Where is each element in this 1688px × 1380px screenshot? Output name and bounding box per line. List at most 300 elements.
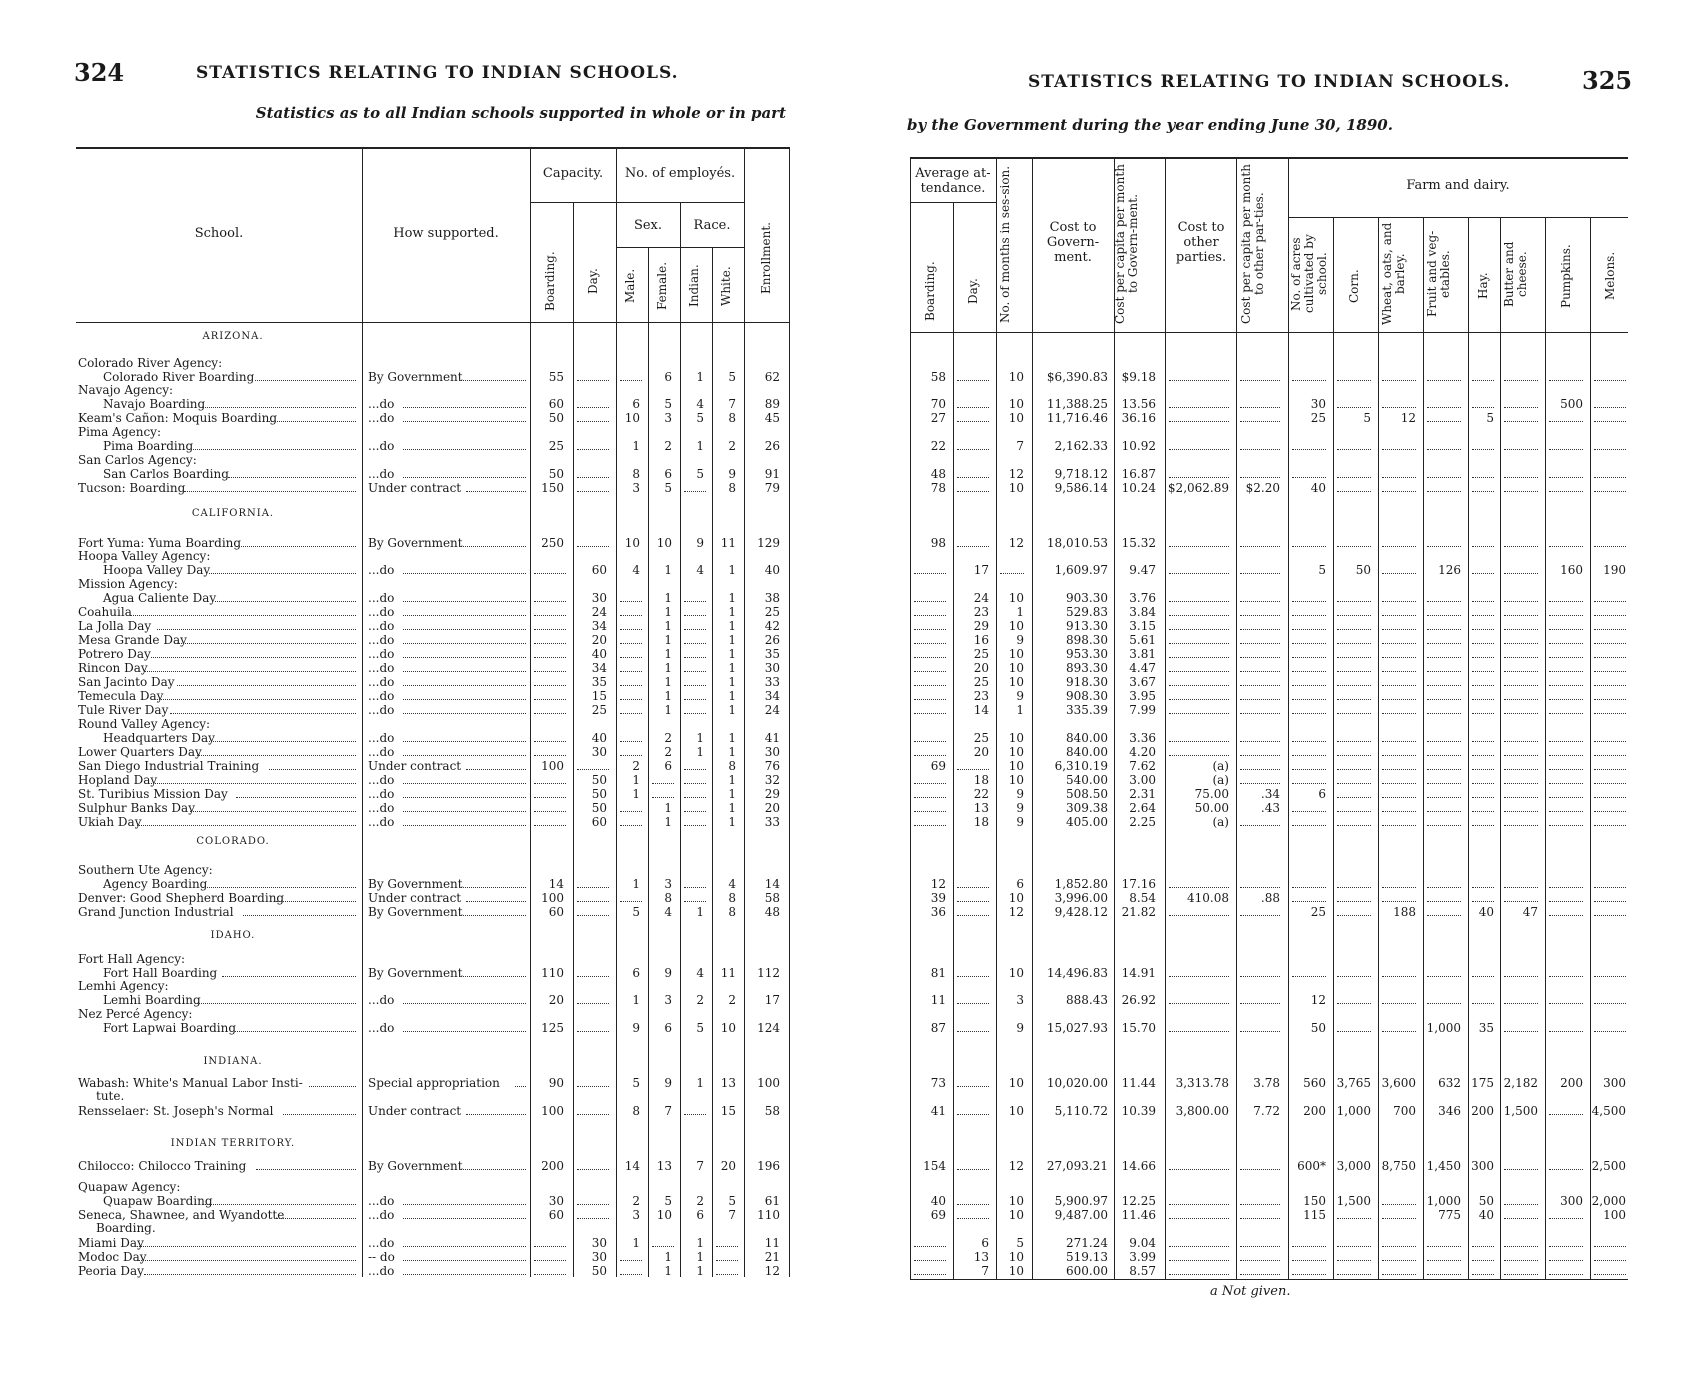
cell-cost-gov: 893.30: [1066, 661, 1108, 675]
cell-cap-other: 7.72: [1253, 1104, 1280, 1118]
dot-leader: [1240, 671, 1280, 672]
header-cap-gov: Cost per capita per month to Govern-ment.: [1113, 164, 1140, 324]
dot-leader: [620, 1274, 642, 1275]
cell-melons: 100: [1603, 1208, 1626, 1222]
cell-white: 1: [728, 675, 736, 689]
cell-male: 10: [624, 536, 640, 550]
cell-indian: 1: [696, 439, 704, 453]
cell-corn: 1,000: [1336, 1104, 1371, 1118]
cell-enroll: 79: [764, 481, 780, 495]
cell-white: 8: [728, 481, 736, 495]
dot-leader: [1240, 915, 1280, 916]
dot-leader: [1549, 657, 1583, 658]
dot-leader: [1472, 713, 1494, 714]
dot-leader: [1337, 643, 1371, 644]
dot-leader: [137, 1246, 356, 1247]
cell-melons: 300: [1603, 1076, 1626, 1090]
dot-leader: [914, 755, 946, 756]
cell-cost-gov: 903.30: [1066, 591, 1108, 605]
cell-cap-gov: 13.56: [1121, 397, 1156, 411]
school-name: San Diego Industrial Training: [78, 759, 260, 773]
dot-leader: [684, 629, 706, 630]
cell-white: 5: [728, 370, 736, 384]
dot-leader: [1472, 887, 1494, 888]
how-supported: ...do: [368, 815, 395, 829]
dot-leader: [577, 887, 609, 888]
dot-leader: [202, 1204, 356, 1205]
cell-male: 1: [632, 993, 640, 1007]
cell-male: 8: [632, 467, 640, 481]
cell-cost-gov: 335.39: [1066, 703, 1108, 717]
dot-leader: [1472, 629, 1494, 630]
dot-leader: [1594, 643, 1626, 644]
dot-leader: [1382, 901, 1416, 902]
cell-cost-gov: 309.38: [1066, 801, 1108, 815]
left-running-header: STATISTICS RELATING TO INDIAN SCHOOLS.: [196, 63, 679, 83]
dot-leader: [684, 901, 706, 902]
dot-leader: [1292, 769, 1326, 770]
dot-leader: [534, 657, 566, 658]
dot-leader: [1337, 615, 1371, 616]
school-name: Grand Junction Industrial: [78, 905, 234, 919]
dot-leader: [1337, 685, 1371, 686]
dot-leader: [1427, 915, 1461, 916]
dot-leader: [466, 1114, 526, 1115]
dot-leader: [534, 1246, 566, 1247]
cell-cap-b: 25: [548, 439, 564, 453]
dot-leader: [684, 769, 706, 770]
dot-leader: [1504, 1169, 1538, 1170]
dot-leader: [684, 811, 706, 812]
cell-indian: 5: [696, 1021, 704, 1035]
cell-female: 1: [664, 675, 672, 689]
dot-leader: [1337, 755, 1371, 756]
cell-cap-gov: 4.47: [1129, 661, 1156, 675]
dot-leader: [1169, 601, 1229, 602]
cell-cap-b: 200: [541, 1159, 564, 1173]
state-heading: INDIANA.: [203, 1056, 263, 1067]
dot-leader: [1504, 685, 1538, 686]
dot-leader: [1549, 1274, 1583, 1275]
dot-leader: [1382, 976, 1416, 977]
cell-pumpkins: 160: [1560, 563, 1583, 577]
dot-leader: [1594, 671, 1626, 672]
dot-leader: [1504, 741, 1538, 742]
dot-leader: [235, 1031, 356, 1032]
how-supported: ...do: [368, 1236, 395, 1250]
dot-leader: [1169, 1260, 1229, 1261]
cell-female: 6: [664, 1021, 672, 1035]
cell-cap-b: 90: [548, 1076, 564, 1090]
dot-leader: [403, 685, 526, 686]
dot-leader: [1169, 741, 1229, 742]
dot-leader: [459, 976, 526, 977]
dot-leader: [403, 783, 526, 784]
school-name: Pima Boarding: [103, 439, 194, 453]
dot-leader: [1549, 825, 1583, 826]
dot-leader: [1292, 449, 1326, 450]
cell-wheat: 700: [1393, 1104, 1416, 1118]
dot-leader: [577, 1169, 609, 1170]
cell-cost-gov: 529.83: [1066, 605, 1108, 619]
dot-leader: [1292, 755, 1326, 756]
cell-butter: 2,182: [1503, 1076, 1538, 1090]
dot-leader: [914, 601, 946, 602]
school-name: Lower Quarters Day: [78, 745, 202, 759]
dot-leader: [684, 1114, 706, 1115]
dot-leader: [620, 671, 642, 672]
dot-leader: [1504, 825, 1538, 826]
dot-leader: [1382, 699, 1416, 700]
cell-cap-d: 34: [591, 661, 607, 675]
dot-leader: [1427, 685, 1461, 686]
dot-leader: [1382, 769, 1416, 770]
dot-leader: [577, 976, 609, 977]
cell-enroll: 40: [764, 563, 780, 577]
dot-leader: [534, 615, 566, 616]
header-indian: Indian.: [687, 264, 701, 308]
cell-enroll: 32: [764, 773, 780, 787]
school-name-continued: Boarding.: [96, 1221, 156, 1235]
dot-leader: [534, 1260, 566, 1261]
dot-leader: [1292, 380, 1326, 381]
dot-leader: [1169, 1218, 1229, 1219]
cell-enroll: 30: [764, 661, 780, 675]
dot-leader: [1292, 825, 1326, 826]
cell-avg-b: 27: [930, 411, 946, 425]
dot-leader: [534, 755, 566, 756]
cell-cap-gov: 21.82: [1121, 905, 1156, 919]
cell-cap-gov: $9.18: [1121, 370, 1156, 384]
dot-leader: [1504, 601, 1538, 602]
cell-pumpkins: 300: [1560, 1194, 1583, 1208]
cell-enroll: 21: [764, 1250, 780, 1264]
cell-indian: 1: [696, 905, 704, 919]
cell-avg-b: 36: [930, 905, 946, 919]
dot-leader: [209, 573, 356, 574]
cell-cap-gov: 3.84: [1129, 605, 1156, 619]
dot-leader: [684, 699, 706, 700]
cell-cap-d: 50: [591, 801, 607, 815]
dot-leader: [1382, 573, 1416, 574]
dot-leader: [1337, 671, 1371, 672]
cell-avg-d: 20: [973, 745, 989, 759]
cell-months: 10: [1008, 1250, 1024, 1264]
dot-leader: [243, 915, 356, 916]
dot-leader: [577, 915, 609, 916]
cell-cap-gov: 2.31: [1129, 787, 1156, 801]
dot-leader: [1337, 601, 1371, 602]
dot-leader: [1427, 713, 1461, 714]
header-cost-other: Cost to other parties.: [1175, 220, 1227, 265]
cell-indian: 1: [696, 370, 704, 384]
dot-leader: [1337, 783, 1371, 784]
cell-avg-b: 73: [930, 1076, 946, 1090]
dot-leader: [914, 713, 946, 714]
dot-leader: [189, 449, 356, 450]
cell-avg-d: 13: [973, 1250, 989, 1264]
cell-cost-other: (a): [1212, 773, 1229, 787]
cell-enroll: 62: [764, 370, 780, 384]
dot-leader: [577, 421, 609, 422]
cell-cost-gov: 888.43: [1066, 993, 1108, 1007]
dot-leader: [1169, 477, 1229, 478]
cell-acres: 560: [1303, 1076, 1326, 1090]
school-name: Agua Caliente Day: [103, 591, 217, 605]
dot-leader: [1594, 629, 1626, 630]
cell-female: 1: [664, 563, 672, 577]
dot-leader: [684, 825, 706, 826]
how-supported: ...do: [368, 633, 395, 647]
cell-cap-gov: 3.36: [1129, 731, 1156, 745]
cell-avg-b: 39: [930, 891, 946, 905]
dot-leader: [1240, 407, 1280, 408]
cell-white: 1: [728, 633, 736, 647]
cell-white: 1: [728, 787, 736, 801]
dot-leader: [577, 407, 609, 408]
dot-leader: [1292, 615, 1326, 616]
dot-leader: [1169, 1246, 1229, 1247]
dot-leader: [1337, 797, 1371, 798]
cell-cap-d: 34: [591, 619, 607, 633]
cell-cost-gov: 271.24: [1066, 1236, 1108, 1250]
agency-name: Southern Ute Agency:: [78, 863, 213, 877]
header-white: White.: [719, 266, 733, 306]
dot-leader: [620, 755, 642, 756]
cell-months: 7: [1016, 439, 1024, 453]
dot-leader: [577, 380, 609, 381]
dot-leader: [403, 1246, 526, 1247]
cell-fruit: 346: [1438, 1104, 1461, 1118]
cell-months: 10: [1008, 731, 1024, 745]
dot-leader: [403, 477, 526, 478]
school-name: Temecula Day: [78, 689, 164, 703]
cell-cap-b: 50: [548, 411, 564, 425]
dot-leader: [1382, 546, 1416, 547]
cell-hay: 35: [1478, 1021, 1494, 1035]
agency-name: Pima Agency:: [78, 425, 161, 439]
school-name: Peoria Day: [78, 1264, 144, 1278]
dot-leader: [1594, 421, 1626, 422]
cell-avg-b: 22: [930, 439, 946, 453]
dot-leader: [1472, 546, 1494, 547]
cell-female: 4: [664, 905, 672, 919]
cell-enroll: 34: [764, 689, 780, 703]
dot-leader: [1240, 380, 1280, 381]
cell-white: 13: [720, 1076, 736, 1090]
cell-corn: 5: [1363, 411, 1371, 425]
dot-leader: [534, 741, 566, 742]
dot-leader: [534, 797, 566, 798]
dot-leader: [403, 797, 526, 798]
dot-leader: [403, 449, 526, 450]
dot-leader: [684, 491, 706, 492]
dot-leader: [309, 1086, 356, 1087]
cell-cap-gov: 3.95: [1129, 689, 1156, 703]
dot-leader: [1292, 783, 1326, 784]
dot-leader: [1594, 825, 1626, 826]
dot-leader: [1240, 1218, 1280, 1219]
header-pumpkins: Pumpkins.: [1559, 244, 1573, 308]
cell-male: 1: [632, 1236, 640, 1250]
cell-avg-d: 29: [973, 619, 989, 633]
dot-leader: [1549, 491, 1583, 492]
dot-leader: [1504, 783, 1538, 784]
cell-cost-gov: 15,027.93: [1046, 1021, 1108, 1035]
left-page-number: 324: [74, 58, 125, 87]
dot-leader: [1169, 1274, 1229, 1275]
cell-female: 1: [664, 815, 672, 829]
how-supported: By Government: [368, 877, 463, 891]
dot-leader: [1594, 615, 1626, 616]
how-supported: ...do: [368, 1021, 395, 1035]
dot-leader: [716, 1246, 738, 1247]
cell-cost-other: (a): [1212, 759, 1229, 773]
cell-acres: 40: [1310, 481, 1326, 495]
cell-avg-b: 58: [930, 370, 946, 384]
dot-leader: [1382, 887, 1416, 888]
cell-months: 10: [1008, 591, 1024, 605]
cell-months: 1: [1016, 605, 1024, 619]
dot-leader: [197, 755, 356, 756]
dot-leader: [1594, 783, 1626, 784]
dot-leader: [202, 887, 356, 888]
cell-female: 1: [664, 1264, 672, 1278]
cell-avg-b: 11: [930, 993, 946, 1007]
school-name: Denver: Good Shepherd Boarding: [78, 891, 285, 905]
cell-months: 10: [1008, 745, 1024, 759]
dot-leader: [1240, 755, 1280, 756]
cell-avg-d: 14: [973, 703, 989, 717]
dot-leader: [151, 783, 356, 784]
cell-cost-gov: 18,010.53: [1046, 536, 1108, 550]
cell-cap-gov: 9.04: [1129, 1236, 1156, 1250]
dot-leader: [1240, 1246, 1280, 1247]
cell-months: 10: [1008, 661, 1024, 675]
cell-white: 9: [728, 467, 736, 481]
school-name: Mesa Grande Day: [78, 633, 187, 647]
dot-leader: [1549, 887, 1583, 888]
cell-cost-gov: 840.00: [1066, 731, 1108, 745]
dot-leader: [620, 629, 642, 630]
dot-leader: [1240, 573, 1280, 574]
cell-male: 8: [632, 1104, 640, 1118]
cell-female: 5: [664, 1194, 672, 1208]
how-supported: -- do: [368, 1250, 395, 1264]
cell-cap-gov: 26.92: [1121, 993, 1156, 1007]
dot-leader: [1240, 825, 1280, 826]
dot-leader: [1382, 685, 1416, 686]
cell-avg-b: 69: [930, 759, 946, 773]
dot-leader: [1382, 615, 1416, 616]
cell-cap-b: 14: [548, 877, 564, 891]
dot-leader: [1504, 477, 1538, 478]
cell-white: 1: [728, 689, 736, 703]
cell-avg-d: 22: [973, 787, 989, 801]
cell-acres: 50: [1310, 1021, 1326, 1035]
dot-leader: [1472, 1246, 1494, 1247]
cell-cost-gov: 600.00: [1066, 1264, 1108, 1278]
cell-cap-gov: 10.24: [1121, 481, 1156, 495]
how-supported: ...do: [368, 675, 395, 689]
dot-leader: [1382, 797, 1416, 798]
dot-leader: [957, 887, 989, 888]
cell-female: 1: [664, 633, 672, 647]
dot-leader: [1472, 449, 1494, 450]
cell-indian: 4: [696, 397, 704, 411]
dot-leader: [1549, 421, 1583, 422]
school-name: Keam's Cañon: Moquis Boarding: [78, 411, 278, 425]
dot-leader: [1337, 769, 1371, 770]
dot-leader: [1382, 671, 1416, 672]
dot-leader: [1240, 657, 1280, 658]
dot-leader: [914, 1246, 946, 1247]
cell-months: 9: [1016, 633, 1024, 647]
cell-avg-b: 81: [930, 966, 946, 980]
agency-name: Round Valley Agency:: [78, 717, 211, 731]
cell-months: 10: [1008, 481, 1024, 495]
dot-leader: [957, 1169, 989, 1170]
cell-fruit: 1,450: [1426, 1159, 1461, 1173]
cell-acres: 600*: [1297, 1159, 1326, 1173]
dot-leader: [403, 1003, 526, 1004]
dot-leader: [403, 671, 526, 672]
cell-cap-gov: 11.46: [1121, 1208, 1156, 1222]
cell-enroll: 76: [764, 759, 780, 773]
cell-avg-d: 23: [973, 689, 989, 703]
agency-name: Quapaw Agency:: [78, 1180, 181, 1194]
cell-hay: 200: [1471, 1104, 1494, 1118]
dot-leader: [1427, 671, 1461, 672]
dot-leader: [1292, 901, 1326, 902]
cell-corn: 3,000: [1336, 1159, 1371, 1173]
dot-leader: [1240, 601, 1280, 602]
header-cost-gov: Cost to Govern-ment.: [1046, 220, 1100, 265]
header-melons: Melons.: [1603, 251, 1617, 301]
cell-fruit: 1,000: [1426, 1021, 1461, 1035]
dot-leader: [1504, 629, 1538, 630]
dot-leader: [1594, 699, 1626, 700]
cell-months: 12: [1008, 536, 1024, 550]
dot-leader: [466, 769, 526, 770]
dot-leader: [1472, 380, 1494, 381]
dot-leader: [1169, 1204, 1229, 1205]
cell-months: 9: [1016, 801, 1024, 815]
dot-leader: [1504, 573, 1538, 574]
cell-female: 2: [664, 745, 672, 759]
cell-white: 1: [728, 745, 736, 759]
header-cap-boarding: Boarding.: [543, 251, 557, 311]
dot-leader: [459, 887, 526, 888]
dot-leader: [1594, 449, 1626, 450]
school-name: Seneca, Shawnee, and Wyandotte: [78, 1208, 285, 1222]
cell-cap-d: 20: [591, 633, 607, 647]
dot-leader: [177, 685, 356, 686]
dot-leader: [1292, 713, 1326, 714]
dot-leader: [1427, 421, 1461, 422]
dot-leader: [1169, 671, 1229, 672]
dot-leader: [1169, 421, 1229, 422]
footnote: a Not given.: [1210, 1284, 1291, 1299]
dot-leader: [1427, 407, 1461, 408]
dot-leader: [1382, 491, 1416, 492]
dot-leader: [1427, 1003, 1461, 1004]
dot-leader: [1169, 546, 1229, 547]
dot-leader: [1337, 629, 1371, 630]
cell-white: 1: [728, 661, 736, 675]
dot-leader: [283, 1114, 356, 1115]
dot-leader: [1292, 477, 1326, 478]
